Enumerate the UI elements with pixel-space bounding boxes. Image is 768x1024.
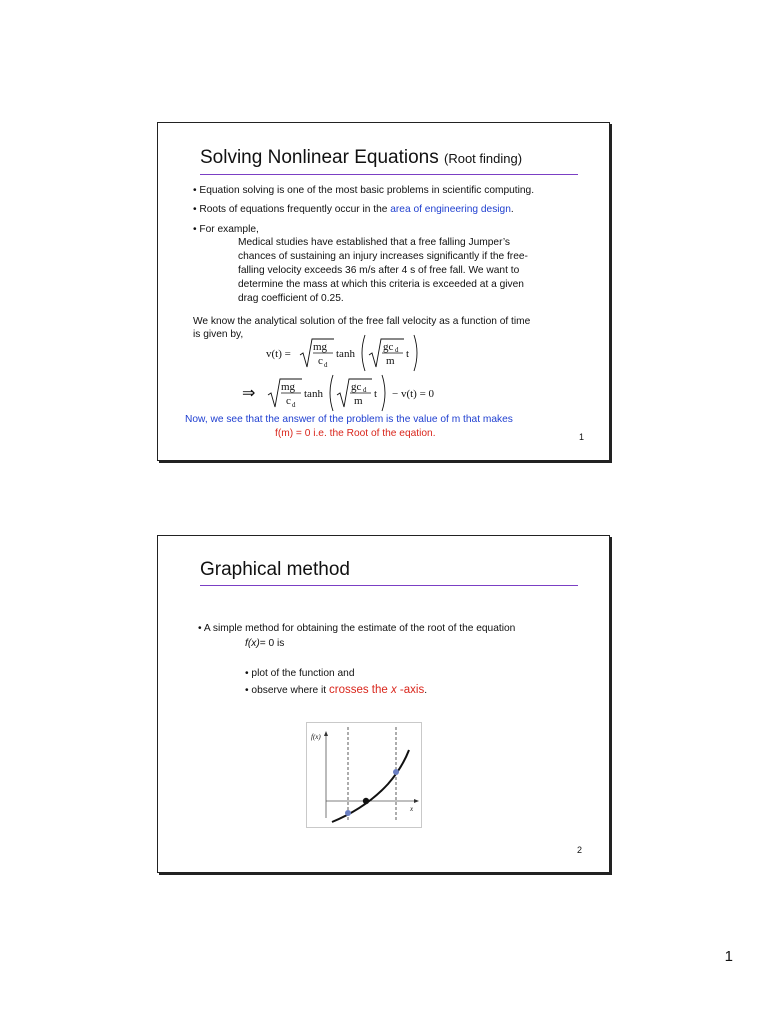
bullet-2 — [193, 203, 514, 217]
fx-label: f(x) — [311, 733, 321, 741]
equation-line — [245, 637, 284, 651]
eq1-gc-d: d — [395, 346, 399, 354]
eq1-tanh: tanh — [336, 348, 355, 360]
example-line-4: determine the mass at which this criteria is exceeded at a given — [238, 279, 524, 290]
upper-point — [393, 769, 399, 775]
engineering-design-link: area of engineering design — [390, 204, 511, 215]
title-text: Solving Nonlinear Equations — [200, 147, 439, 168]
eq1-m: m — [386, 355, 395, 367]
page-number: 1 — [724, 948, 733, 965]
analytical-line-1: We know the analytical solution of the free fall velocity as a function of time — [193, 316, 531, 327]
sub-bullet-2-period: . — [424, 685, 428, 696]
example-line-2: chances of sustaining an injury increases significantly if the free- — [238, 251, 528, 262]
eq2-tanh: tanh — [304, 388, 323, 400]
root-point — [363, 798, 369, 804]
x-italic: x — [390, 684, 397, 696]
eq1-d: d — [324, 361, 328, 369]
slide-page-number: 2 — [577, 845, 583, 855]
sub-bullet-2 — [245, 683, 427, 698]
sub-bullet-2-text: • observe where it — [245, 685, 329, 696]
conclusion-line-2: f(m) = 0 i.e. the Root of the eqation. — [275, 428, 436, 439]
eq2-mg: mg — [281, 381, 296, 393]
slide-2 — [157, 535, 610, 873]
title-underline — [200, 585, 578, 586]
example-line-3: falling velocity exceeds 36 m/s after 4 s of free fall. We want to — [238, 265, 520, 276]
slide-1 — [157, 122, 610, 461]
eq2-t: t — [374, 388, 378, 400]
eq1-mg: mg — [313, 341, 328, 353]
example-line-5: drag coefficient of 0.25. — [238, 293, 344, 304]
title-subtext: (Root finding) — [444, 151, 523, 166]
example-line-1: Medical studies have established that a free falling Jumper’s — [238, 237, 511, 248]
velocity-equations — [242, 331, 516, 411]
bullet-1: • A simple method for obtaining the estimate of the root of the equation — [198, 623, 516, 634]
analytical-line-2: is given by, — [193, 329, 244, 340]
eq2-m: m — [354, 395, 363, 407]
lower-point — [345, 810, 351, 816]
crosses-text: crosses the — [328, 684, 391, 696]
slide-title — [200, 147, 522, 169]
equals-zero: = 0 is — [259, 638, 285, 649]
root-graph-figure — [306, 722, 422, 828]
bullet-1: • Equation solving is one of the most basic problems in scientific computing. — [193, 185, 535, 196]
title-underline — [200, 174, 578, 175]
conclusion-line-1: Now, we see that the answer of the problem is the value of m that makes — [185, 414, 513, 425]
eq1-c: c — [318, 355, 323, 367]
bullet-3: • For example, — [193, 224, 259, 235]
axis-text: -axis — [396, 684, 425, 696]
sub-bullet-1: • plot of the function and — [245, 668, 355, 679]
eq2-gc-d: d — [363, 386, 367, 394]
bullet-2-text: • Roots of equations frequently occur in the — [193, 204, 391, 215]
eq1-lhs: v(t) = — [266, 348, 291, 360]
eq2-gc: gc — [351, 381, 362, 393]
eq2-c: c — [286, 395, 291, 407]
eq2-d: d — [292, 401, 296, 409]
slide-title: Graphical method — [200, 559, 350, 580]
eq1-t: t — [406, 348, 410, 360]
bullet-2-period: . — [510, 204, 514, 215]
x-label: x — [410, 805, 414, 813]
implies-arrow: ⇒ — [242, 385, 256, 402]
eq1-gc: gc — [383, 341, 394, 353]
eq2-rhs: − v(t) = 0 — [392, 388, 435, 400]
fx-italic: f(x) — [245, 638, 260, 649]
crosses-axis-highlight — [329, 684, 424, 696]
slide-page-number: 1 — [579, 432, 585, 442]
